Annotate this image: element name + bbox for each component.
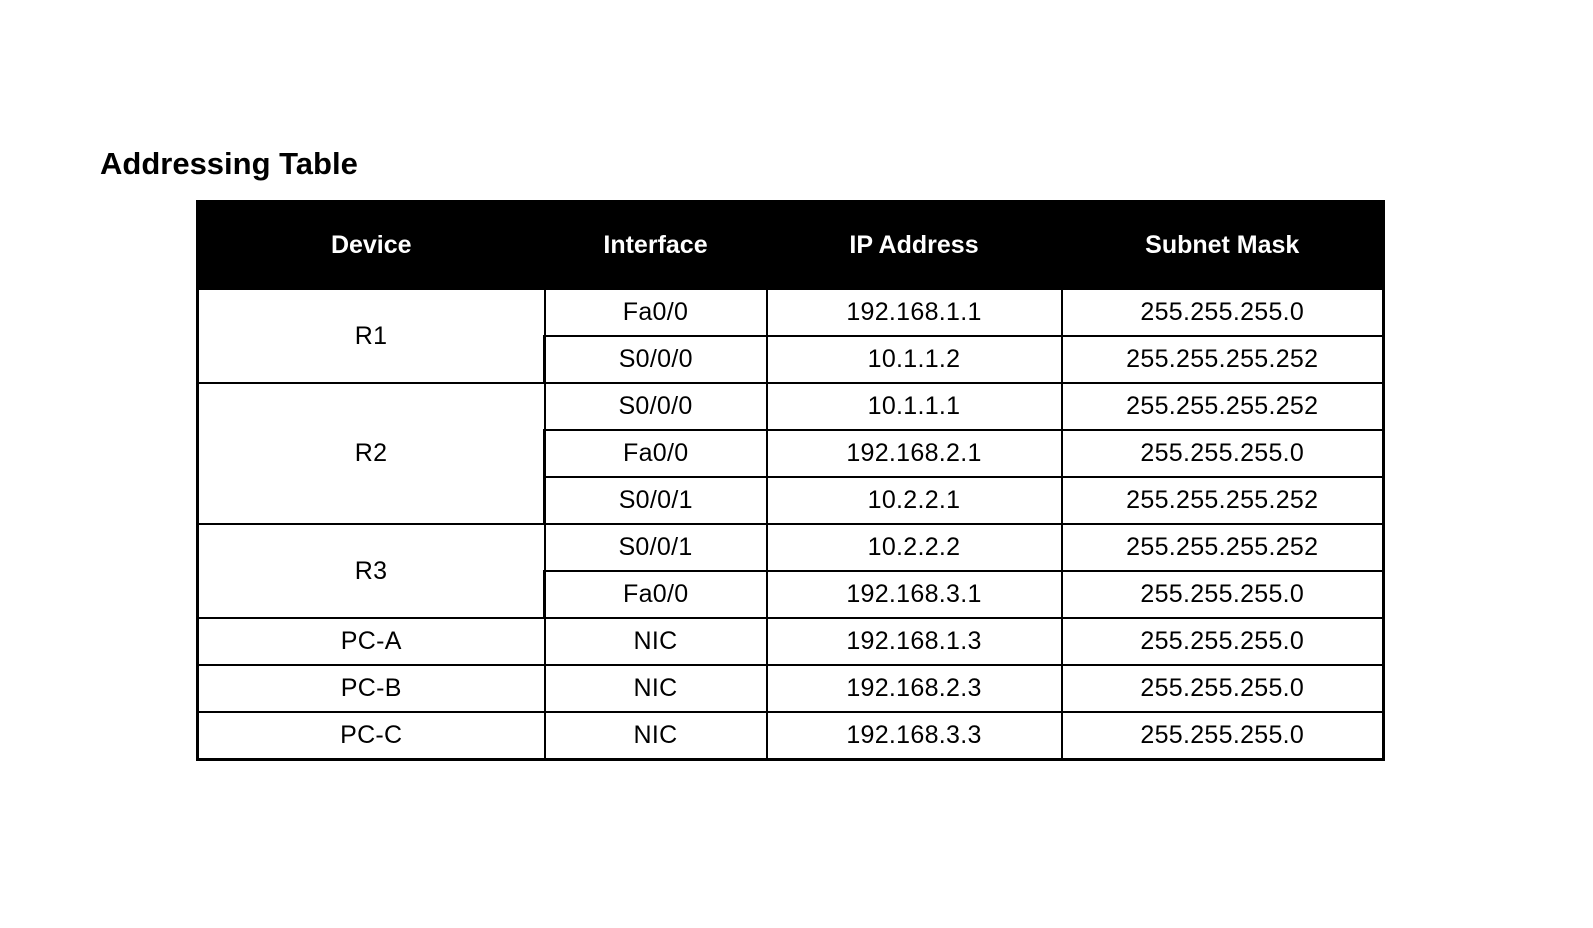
subnet-mask-cell: 255.255.255.252 <box>1062 383 1384 430</box>
column-header-interface: Interface <box>545 201 767 289</box>
ip-address-cell: 192.168.1.1 <box>767 289 1062 336</box>
interface-cell: NIC <box>545 618 767 665</box>
subnet-mask-cell: 255.255.255.0 <box>1062 289 1384 336</box>
table-row <box>198 524 1384 571</box>
column-header-ip-address: IP Address <box>767 201 1062 289</box>
interface-cell: Fa0/0 <box>545 571 767 618</box>
interface-cell: NIC <box>545 712 767 760</box>
interface-cell: NIC <box>545 665 767 712</box>
column-header-subnet-mask: Subnet Mask <box>1062 201 1384 289</box>
addressing-table <box>196 200 1385 761</box>
ip-address-cell: 10.1.1.2 <box>767 336 1062 383</box>
interface-cell: Fa0/0 <box>545 430 767 477</box>
device-cell: PC-C <box>198 712 545 760</box>
subnet-mask-cell: 255.255.255.252 <box>1062 477 1384 524</box>
interface-cell: S0/0/1 <box>545 524 767 571</box>
subnet-mask-cell: 255.255.255.0 <box>1062 430 1384 477</box>
ip-address-cell: 10.1.1.1 <box>767 383 1062 430</box>
column-header-device: Device <box>198 201 545 289</box>
device-cell: R1 <box>198 289 545 383</box>
ip-address-cell: 192.168.2.3 <box>767 665 1062 712</box>
subnet-mask-cell: 255.255.255.0 <box>1062 618 1384 665</box>
ip-address-cell: 192.168.2.1 <box>767 430 1062 477</box>
table-row <box>198 289 1384 336</box>
subnet-mask-cell: 255.255.255.0 <box>1062 571 1384 618</box>
device-cell: PC-A <box>198 618 545 665</box>
subnet-mask-cell: 255.255.255.252 <box>1062 336 1384 383</box>
interface-cell: S0/0/0 <box>545 336 767 383</box>
table-row <box>198 665 1384 712</box>
table-row <box>198 712 1384 760</box>
device-cell: R2 <box>198 383 545 524</box>
table-row <box>198 383 1384 430</box>
ip-address-cell: 10.2.2.2 <box>767 524 1062 571</box>
interface-cell: S0/0/0 <box>545 383 767 430</box>
page-title: Addressing Table <box>100 146 358 181</box>
table-row <box>198 618 1384 665</box>
interface-cell: S0/0/1 <box>545 477 767 524</box>
subnet-mask-cell: 255.255.255.0 <box>1062 665 1384 712</box>
ip-address-cell: 192.168.3.3 <box>767 712 1062 760</box>
subnet-mask-cell: 255.255.255.0 <box>1062 712 1384 760</box>
ip-address-cell: 192.168.1.3 <box>767 618 1062 665</box>
ip-address-cell: 192.168.3.1 <box>767 571 1062 618</box>
ip-address-cell: 10.2.2.1 <box>767 477 1062 524</box>
table-header-row <box>198 201 1384 289</box>
table-body <box>198 289 1384 760</box>
device-cell: R3 <box>198 524 545 618</box>
device-cell: PC-B <box>198 665 545 712</box>
interface-cell: Fa0/0 <box>545 289 767 336</box>
subnet-mask-cell: 255.255.255.252 <box>1062 524 1384 571</box>
